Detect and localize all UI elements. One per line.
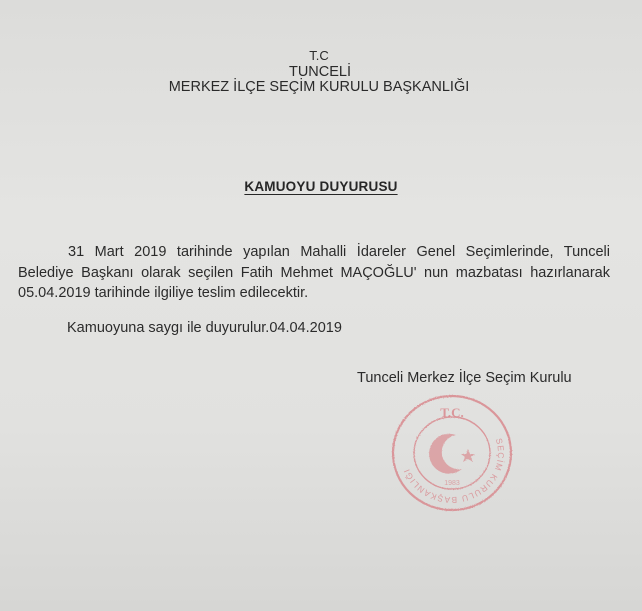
stamp-top-text: T.C. (440, 405, 464, 420)
stamp-ring-text: SEÇİM KURULU BAŞKANLIĞI (401, 437, 507, 506)
header-tc: T.C (309, 48, 329, 63)
header-city: TUNCELİ (288, 64, 352, 80)
announcement-title-text: KAMUOYU DUYURUSU (244, 179, 398, 194)
body-paragraph-2: Kamuoyuna saygı ile duyurulur.04.04.2019 (67, 320, 342, 336)
header-institution: MERKEZ İLÇE SEÇİM KURULU BAŞKANLIĞI (168, 79, 470, 95)
official-stamp (390, 393, 514, 513)
crescent-star-icon (429, 434, 462, 474)
stamp-inner-ring (414, 417, 490, 489)
body-paragraph-1: 31 Mart 2019 tarihinde yapılan Mahalli İdareler Genel Seçimlerinde, Tunceli Belediye Başkanı olarak seçilen Fatih Mehmet MAÇOĞLU' nun mazbatası hazırlanarak 05.04.2019 tarihinde ilgiliye teslim edilecektir. (18, 244, 610, 301)
signature-line: Tunceli Merkez İlçe Seçim Kurulu (357, 370, 572, 386)
announcement-title (0, 179, 642, 194)
stamp-star (461, 449, 475, 462)
stamp-year: 1983 (444, 480, 460, 487)
